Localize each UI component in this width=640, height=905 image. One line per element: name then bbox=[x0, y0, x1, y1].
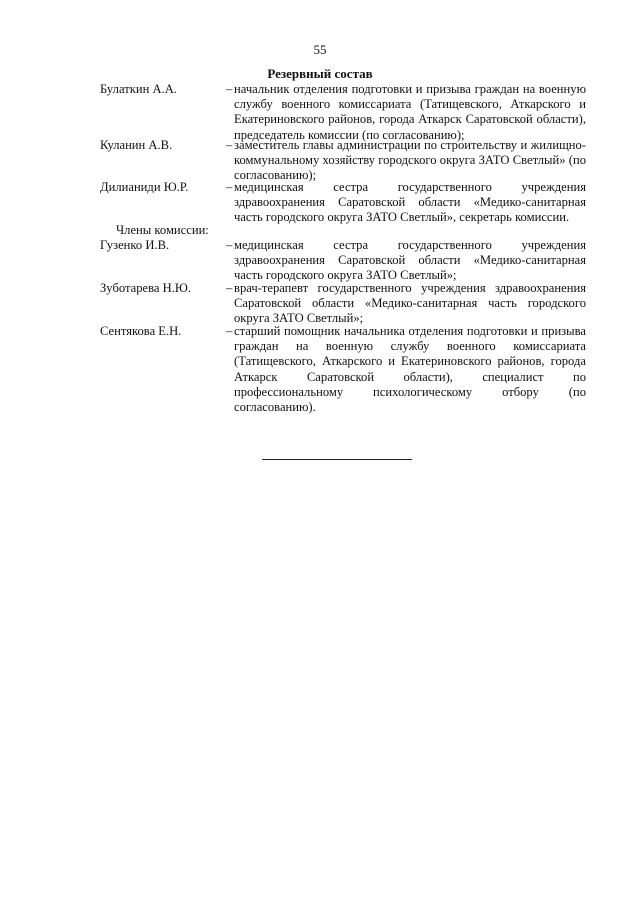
member-name: Дилианиди Ю.Р. bbox=[100, 180, 189, 194]
member-dash: – bbox=[226, 138, 233, 152]
member-name: Зуботарева Н.Ю. bbox=[100, 281, 191, 295]
member-dash: – bbox=[226, 180, 233, 194]
member-name: Сентякова Е.Н. bbox=[100, 324, 182, 338]
member-name: Куланин А.В. bbox=[100, 138, 173, 152]
member-dash: – bbox=[226, 324, 233, 338]
member-name: Гузенко И.В. bbox=[100, 238, 170, 252]
member-name: Булаткин А.А. bbox=[100, 82, 177, 96]
member-dash: – bbox=[226, 82, 233, 96]
page-number: 55 bbox=[313, 42, 327, 57]
commission-members-label: Члены комиссии: bbox=[116, 223, 209, 237]
section-title: Резервный состав bbox=[267, 66, 373, 81]
member-description: медицинская сестра государственного учреждения здравоохранения Саратовской области «Медико-санитарная часть городского округа ЗАТО Светлый», секретарь комиссии. bbox=[234, 180, 586, 225]
member-dash: – bbox=[226, 281, 233, 295]
member-description: врач-терапевт государственного учреждения здравоохранения Саратовской области «Медико-санитарная часть городского округа ЗАТО Светлый»; bbox=[234, 281, 586, 326]
member-dash: – bbox=[226, 238, 233, 252]
closing-rule-line bbox=[262, 459, 412, 460]
member-description: старший помощник начальника отделения подготовки и призыва граждан на военную службу военного комиссариата (Татищевского, Аткарского и Екатериновского районов, города Аткарск Саратовской области), специалист по профессиональному психологическому отбору (по согласованию). bbox=[234, 324, 586, 415]
member-description: начальник отделения подготовки и призыва граждан на военную службу военного комиссариата (Татищевского, Аткарского и Екатериновского районов, города Аткарск Саратовской области), председатель комиссии (по согласованию); bbox=[234, 82, 586, 142]
member-description: медицинская сестра государственного учреждения здравоохранения Саратовской области «Медико-санитарная часть городского округа ЗАТО Светлый»; bbox=[234, 238, 586, 283]
member-description: заместитель главы администрации по строительству и жилищно-коммунальному хозяйству городского округа ЗАТО Светлый» (по согласованию); bbox=[234, 138, 586, 183]
